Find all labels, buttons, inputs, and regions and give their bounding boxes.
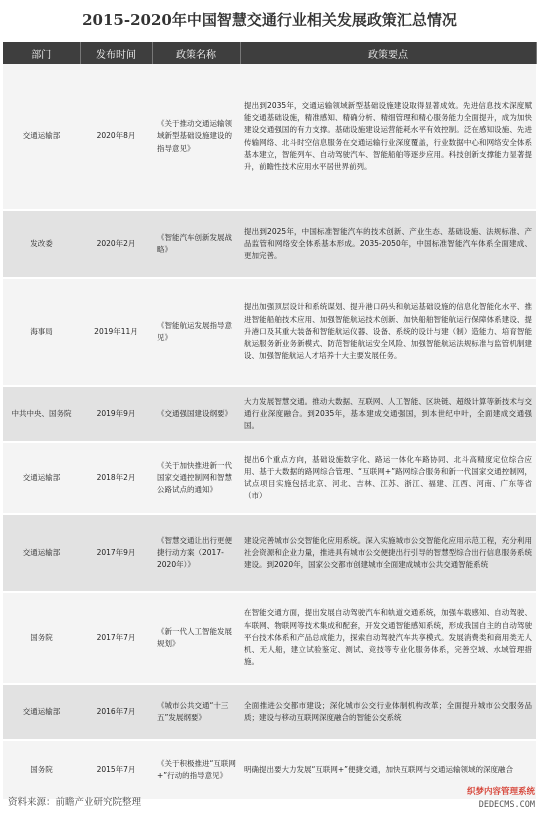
cell-policy-name: 《关于积极推进“互联网+”行动的指导意见》 — [152, 740, 240, 800]
cell-dept: 国务院 — [3, 740, 80, 800]
cell-policy-name: 《关于加快推进新一代国家交通控制网和智慧公路试点的通知》 — [152, 442, 240, 514]
cell-date: 2017年7月 — [80, 592, 152, 684]
source-note: 资料来源：前瞻产业研究院整理 — [8, 797, 142, 808]
table-row — [3, 514, 536, 592]
watermark-line-1: 织梦内容管理系统 — [466, 787, 535, 797]
cell-policy-name: 《智能汽车创新发展战略》 — [152, 210, 240, 278]
cell-policy-points: 提出到2025年，中国标准智能汽车的技术创新、产业生态、基础设施、法规标准、产品监管和网络安全体系基本形成。2035-2050年，中国标准智能汽车体系全面建成、更加完善。 — [240, 210, 536, 278]
policy-table — [3, 42, 537, 801]
cell-date: 2017年9月 — [80, 514, 152, 592]
cell-policy-name: 《智能航运发展指导意见》 — [152, 278, 240, 386]
table-row — [3, 386, 536, 442]
table-row — [3, 64, 536, 210]
cell-date: 2019年11月 — [80, 278, 152, 386]
cell-date: 2020年2月 — [80, 210, 152, 278]
cell-date: 2018年2月 — [80, 442, 152, 514]
cell-date: 2019年9月 — [80, 386, 152, 442]
cell-date: 2015年7月 — [80, 740, 152, 800]
cell-dept: 交通运输部 — [3, 64, 80, 210]
cell-dept: 交通运输部 — [3, 684, 80, 740]
table-row — [3, 210, 536, 278]
table-row — [3, 592, 536, 684]
cell-policy-points: 大力发展智慧交通。推动大数据、互联网、人工智能、区块链、超级计算等新技术与交通行业深度融合。到2035年，基本建成交通强国，到本世纪中叶，全面建成交通强国。 — [240, 386, 536, 442]
cell-dept: 发改委 — [3, 210, 80, 278]
cell-policy-points: 提出到2035年，交通运输领域新型基础设施建设取得显著成效。先进信息技术深度赋能交通基础设施，精准感知、精确分析、精细管理和精心服务能力全面提升，成为加快建设交通强国的有力支撑。基础设施建设运营能耗水平有效控制。泛在感知设施、先进传输网络、北斗时空信息服务在交通运输行业深度覆盖，行业数据中心和网络安全体系基本建立，智能列车、自动驾驶汽车、智能船舶等逐步应用。科技创新支撑能力显著提升，前瞻性技术应用水平居世界前列。 — [240, 64, 536, 210]
table-row — [3, 442, 536, 514]
cell-policy-points: 全面推进公交都市建设；深化城市公交行业体制机构改革；全面提升城市公交服务品质；建设与移动互联网深度融合的智能公交系统 — [240, 684, 536, 740]
page-title: 2015-2020年中国智慧交通行业相关发展政策汇总情况 — [82, 11, 457, 29]
cell-dept: 海事局 — [3, 278, 80, 386]
cell-policy-name: 《智慧交通让出行更便捷行动方案（2017-2020年）》 — [152, 514, 240, 592]
watermark — [407, 786, 535, 816]
cell-policy-points: 提出加强顶层设计和系统谋划、提升港口码头和航运基础设施的信息化智能化水平、推进智能船舶技术应用、加强智能航运技术创新、加快船舶智能航运行保障体系建设、提升港口及其重大装备和智能航运仪器、设备、系统的设计与建（制）造能力、培育智能航运服务新业务新模式、防范智能航运安全风险、加强智能航运法规标准与监管机制建设、加强智能航运人才培养十大主要发展任务。 — [240, 278, 536, 386]
cell-dept: 中共中央、国务院 — [3, 386, 80, 442]
cell-date: 2020年8月 — [80, 64, 152, 210]
column-header-points: 政策要点 — [240, 42, 536, 64]
cell-dept: 交通运输部 — [3, 442, 80, 514]
column-header-date: 发布时间 — [80, 42, 152, 64]
cell-policy-name: 《关于推动交通运输领域新型基础设施建设的指导意见》 — [152, 64, 240, 210]
table-row — [3, 684, 536, 740]
table-header-row — [3, 42, 536, 64]
cell-date: 2016年7月 — [80, 684, 152, 740]
cell-policy-points: 在智能交通方面，提出发展自动驾驶汽车和轨道交通系统，加强车载感知、自动驾驶、车联网、物联网等技术集成和配套，开发交通智能感知系统，形成我国自主的自动驾驶平台技术体系和产品总成能力，探索自动驾驶汽车共享模式。发展消费类和商用类无人机、无人船，建立试验鉴定、测试、竞技等专业化服务体系，完善空域、水域管理措施。 — [240, 592, 536, 684]
watermark-line-2: DEDECMS.COM — [478, 800, 535, 810]
cell-policy-name: 《城市公共交通“十三五”发展纲要》 — [152, 684, 240, 740]
cell-dept: 交通运输部 — [3, 514, 80, 592]
cell-dept: 国务院 — [3, 592, 80, 684]
table-row — [3, 278, 536, 386]
cell-policy-points: 提出6个重点方向，基础设施数字化、路运一体化车路协同、北斗高精度定位综合应用、基于大数据的路网综合管理、“互联网+”路网综合服务和新一代国家交通控制网，试点项目实施包括北京、河北、吉林、江苏、浙江、福建、江西、河南、广东等省（市） — [240, 442, 536, 514]
column-header-name: 政策名称 — [152, 42, 240, 64]
cell-policy-name: 《交通强国建设纲要》 — [152, 386, 240, 442]
cell-policy-points: 明确提出要大力发展“互联网+”便捷交通，加快互联网与交通运输领域的深度融合 — [240, 740, 536, 800]
column-header-dept: 部门 — [3, 42, 80, 64]
cell-policy-points: 建设完善城市公交智能化应用系统。深入实施城市公交智能化应用示范工程，充分利用社会资源和企业力量，推进具有城市公交便捷出行引导的智慧型综合出行信息服务系统建设。到2020年，国家公交都市创建城市全面建成城市公共交通智能系统 — [240, 514, 536, 592]
cell-policy-name: 《新一代人工智能发展规划》 — [152, 592, 240, 684]
